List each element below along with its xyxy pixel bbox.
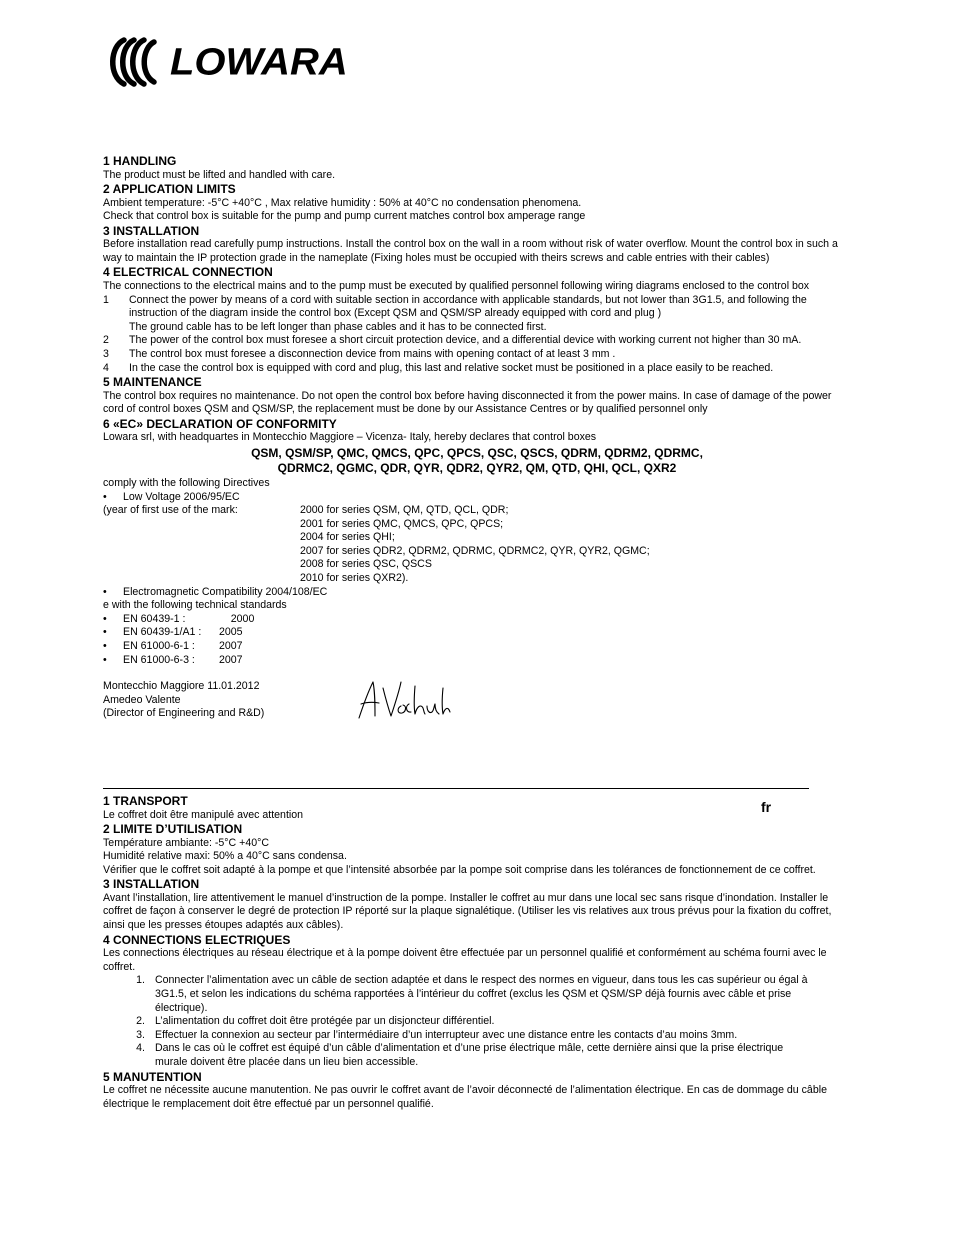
mark-years	[103, 504, 851, 586]
signer-name: Amedeo Valente	[103, 693, 181, 706]
bullet-icon: •	[103, 585, 107, 598]
paragraph: Vérifier que le coffret soit adapté à la pompe et que l’intensité absorbée par la pompe soit comprise dans les tolérances de fonctionnement de ce coffret.	[103, 863, 816, 876]
directive: Low Voltage 2006/95/EC	[123, 490, 240, 503]
standard-year: 2005	[219, 626, 243, 639]
paragraph: Avant l’installation, lire attentivement le manuel d’instruction de la pompe. Installer le coffret au mur dans une local sec sans risque d’inondation. Installer le coffret de façon à conserver le degré de protection IP réporté sur la plaque signalétique. (Utiliser les vis relatives aux trous prévus pour la fixation du coffret, ainsi que les presses étoupes adaptés aux câbles).	[103, 891, 832, 932]
connection-list	[103, 974, 851, 1069]
bullet-icon: •	[103, 626, 107, 639]
year-line: 2010 for series QXR2).	[300, 572, 409, 585]
list-number: 1.	[136, 974, 145, 987]
directive-list	[103, 491, 851, 505]
brand-wordmark: LOWARA	[170, 40, 348, 83]
standard-name: EN 60439-1/A1 :	[123, 626, 202, 639]
list-text: The control box must foresee a disconnection device from mains with opening contact of at least 3 mm .	[129, 347, 616, 360]
directive-list	[103, 586, 851, 600]
section-title: 5 MANUTENTION	[103, 1069, 202, 1084]
section-title: 4 ELECTRICAL CONNECTION	[103, 265, 273, 280]
signature-block	[103, 680, 851, 724]
standard-name: EN 61000-6-1 :	[123, 640, 195, 653]
section-title: 2 LIMITE D’UTILISATION	[103, 822, 243, 837]
year-label: (year of first use of the mark:	[103, 504, 238, 517]
paragraph: Température ambiante: -5°C +40°C	[103, 836, 269, 849]
bullet-icon: •	[103, 490, 107, 503]
list-text: L’alimentation du coffret doit être protégée par un disjoncteur différentiel.	[155, 1015, 495, 1028]
list-item	[103, 348, 851, 362]
section-title: 3 INSTALLATION	[103, 223, 200, 238]
paragraph: Ambient temperature: -5°C +40°C , Max relative humidity : 50% at 40°C no condensation phenomena.	[103, 196, 582, 209]
list-number: 3.	[136, 1028, 145, 1041]
paragraph: Le coffret ne nécessite aucune manutention. Ne pas ouvrir le coffret avant de l’avoir déconnecté de l’alimentation électrique. En cas de dommage du câble électrique le remplacement doit être effectué par un personnel qualifié.	[103, 1084, 827, 1110]
year-line: 2008 for series QSC, QSCS	[300, 558, 432, 571]
paragraph: Le coffret doit être manipulé avec attention	[103, 808, 304, 821]
list-item	[103, 491, 851, 505]
list-text: Effectuer la connexion au secteur par l’intermédiaire d’un interrupteur avec une distance entre les contacts d’au moins 3mm.	[155, 1028, 738, 1041]
list-item	[103, 362, 851, 376]
year-line: 2001 for series QMC, QMCS, QPC, QPCS;	[300, 517, 504, 530]
list-text: Dans le cas où le coffret est équipé d’un câble d’alimentation et d’une prise électrique mâle, cette dernière ainsi que la prise électrique murale doivent être placée dans un lieu bien accessible.	[155, 1042, 784, 1068]
list-item	[103, 626, 851, 640]
handwritten-signature	[353, 678, 453, 722]
model-list	[103, 446, 851, 477]
place-date: Montecchio Maggiore 11.01.2012	[103, 680, 260, 693]
standard-year: 2007	[219, 653, 243, 666]
list-text: The power of the control box must foresee a short circuit protection device, and a differential device with working current not higher than 30 mA.	[129, 334, 802, 347]
section-title: 5 MAINTENANCE	[103, 375, 202, 390]
lowara-wave-icon	[102, 36, 164, 88]
english-section	[103, 154, 851, 724]
list-item	[103, 974, 851, 1015]
list-text: The ground cable has to be left longer than phase cables and it has to be connected first.	[129, 320, 547, 333]
paragraph: Check that control box is suitable for the pump and pump current matches control box amperage range	[103, 210, 586, 223]
section-title: 4 CONNECTIONS ELECTRIQUES	[103, 932, 291, 947]
list-number: 1	[103, 293, 109, 306]
list-item	[103, 640, 851, 654]
year-line: 2004 for series QHI;	[300, 531, 395, 544]
standard-name: EN 61000-6-3 :	[123, 653, 195, 666]
list-number: 2.	[136, 1015, 145, 1028]
standards-list	[103, 613, 851, 667]
section-title: 1 HANDLING	[103, 154, 177, 168]
list-number: 3	[103, 347, 109, 360]
standard-year: 2007	[219, 640, 243, 653]
list-item	[103, 294, 851, 335]
directive: Electromagnetic Compatibility 2004/108/EC	[123, 585, 328, 598]
year-line: 2000 for series QSM, QM, QTD, QCL, QDR;	[300, 504, 509, 517]
list-item	[103, 613, 851, 627]
bullet-icon: •	[103, 653, 107, 666]
standard-year: 2000	[219, 612, 255, 625]
list-item	[103, 1042, 851, 1069]
list-item	[103, 586, 851, 600]
list-item	[103, 1015, 851, 1029]
paragraph: The product must be lifted and handled with care.	[103, 168, 336, 181]
connection-list	[103, 294, 851, 376]
section-title: 2 APPLICATION LIMITS	[103, 182, 236, 197]
list-item	[103, 334, 851, 348]
year-line: 2007 for series QDR2, QDRM2, QDRMC, QDRMC2, QYR, QYR2, QGMC;	[300, 544, 650, 557]
list-text: Connecter l’alimentation avec un câble de section adaptée et dans le respect des normes en vigueur, dans tous les cas supérieur ou égal à 3G1.5, et selon les indications du schéma rapportées à l’intérieur du coffret (exclus les QSM et QSM/SP déjà fournis avec câble et prise électrique).	[155, 974, 808, 1014]
list-item	[103, 654, 851, 668]
list-item	[103, 1029, 851, 1043]
section-title: 1 TRANSPORT	[103, 794, 188, 808]
section-title: 3 INSTALLATION	[103, 877, 200, 892]
list-text: Connect the power by means of a cord with suitable section in accordance with applicable standards, but not lower than 3G1.5, and following the instruction of the diagram inside the control box (Except QSM and QSM/SP already equipped with cord and plug )	[129, 293, 807, 320]
list-text: In the case the control box is equipped with cord and plug, this last and relative socket must be positioned in a place easily to be reached.	[129, 361, 774, 374]
list-number: 4	[103, 361, 109, 374]
lowara-logo	[102, 36, 348, 88]
paragraph: Before installation read carefully pump instructions. Install the control box on the wall in a room without risk of water overflow. Mount the control box in such a way to maintain the IP protection grade in the nameplate (Fixing holes must be occupied with theirs screws and cable entries with their cables)	[103, 238, 838, 264]
list-number: 4.	[136, 1042, 145, 1055]
paragraph: e with the following technical standards	[103, 599, 287, 612]
paragraph: comply with the following Directives	[103, 476, 270, 489]
section-title: 6 «EC» DECLARATION OF CONFORMITY	[103, 416, 337, 431]
bullet-icon: •	[103, 612, 107, 625]
paragraph: The connections to the electrical mains and to the pump must be executed by qualified personnel following wiring diagrams enclosed to the control box	[103, 279, 810, 292]
paragraph: Lowara srl, with headquartes in Montecchio Maggiore – Vicenza- Italy, hereby declares that control boxes	[103, 431, 597, 444]
french-section	[103, 794, 851, 1111]
list-number: 2	[103, 334, 109, 347]
paragraph: The control box requires no maintenance. Do not open the control box before having disconnected it from the power mains. In case of damage of the power cord of control boxes QSM and QSM/SP, the replacement must be done by our Assistance Centres or by qualified personnel only	[103, 389, 832, 416]
language-code: fr	[761, 799, 772, 815]
signer-role: (Director of Engineering and R&D)	[103, 707, 265, 720]
bullet-icon: •	[103, 640, 107, 653]
paragraph: Les connections électriques au réseau électrique et à la pompe doivent être effectuée par un personnel qualifié et conformément au schéma fourni avec le coffret.	[103, 947, 827, 973]
standard-name: EN 60439-1 :	[123, 612, 186, 625]
model-line: QDRMC2, QGMC, QDR, QYR, QDR2, QYR2, QM, QTD, QHI, QCL, QXR2	[277, 461, 677, 476]
section-divider	[103, 788, 809, 789]
paragraph: Humidité relative maxi: 50% a 40°C sans condensa.	[103, 850, 347, 863]
model-line: QSM, QSM/SP, QMC, QMCS, QPC, QPCS, QSC, QSCS, QDRM, QDRM2, QDRMC,	[251, 445, 703, 460]
